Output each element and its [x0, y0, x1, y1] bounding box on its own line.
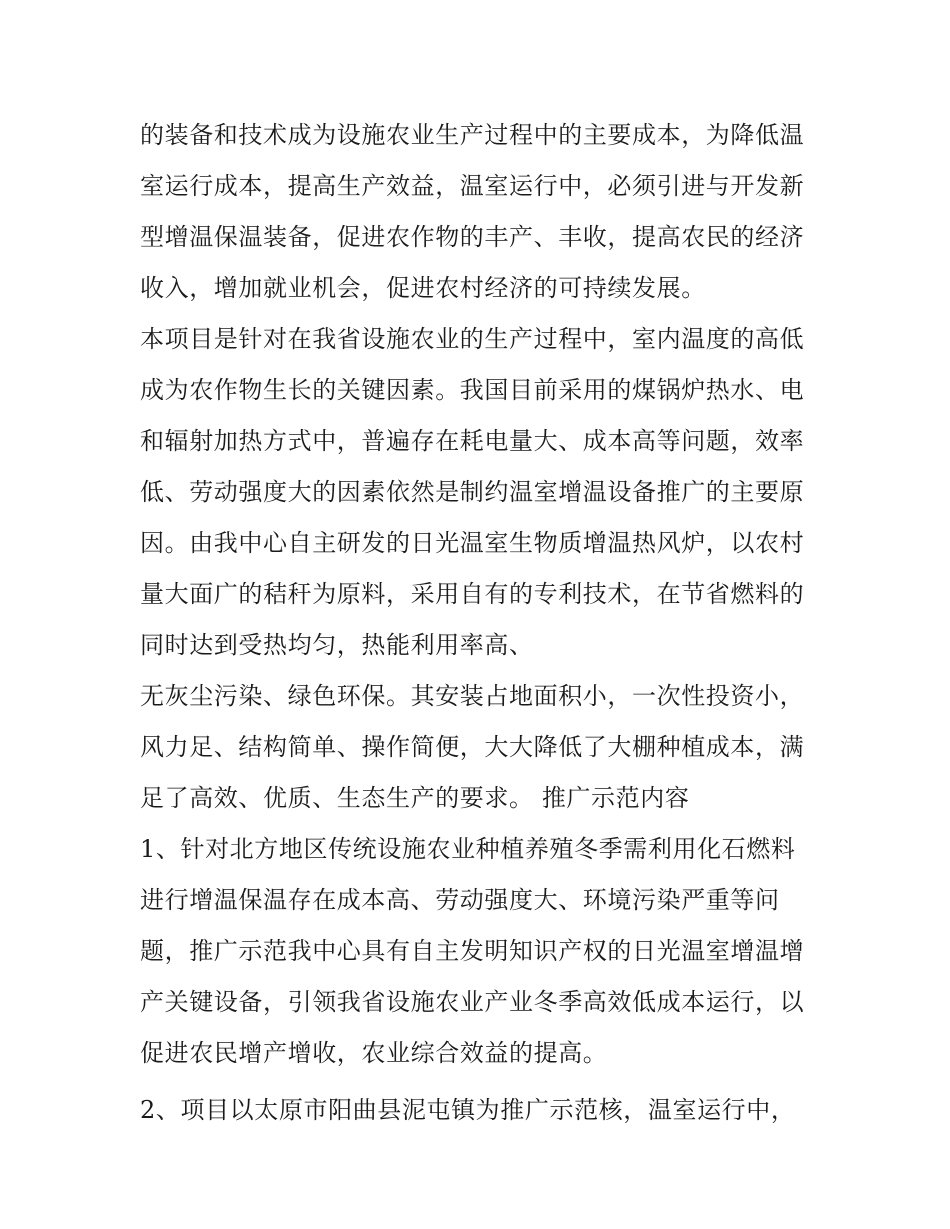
text-line: 同时达到受热均匀，热能利用率高、 [140, 631, 534, 659]
text-line: 室运行成本，提高生产效益，温室运行中，必须引进与开发新 [140, 172, 805, 200]
text-line: 产关键设备，引领我省设施农业产业冬季高效低成本运行，以 [140, 988, 805, 1016]
text-line: 量大面广的秸秆为原料，采用自有的专利技术，在节省燃料的 [140, 580, 805, 608]
text-line: 的装备和技术成为设施农业生产过程中的主要成本，为降低温 [140, 121, 805, 149]
text-line: 型增温保温装备，促进农作物的丰产、丰收，提高农民的经济 [140, 223, 805, 251]
text-line: 成为农作物生长的关键因素。我国目前采用的煤锅炉热水、电 [140, 376, 805, 404]
text-line: 2、项目以太原市阳曲县泥屯镇为推广示范核，温室运行中， [140, 1096, 796, 1124]
text-line: 低、劳动强度大的因素依然是制约温室增温设备推广的主要原 [140, 478, 805, 506]
text-line: 无灰尘污染、绿色环保。其安装占地面积小，一次性投资小， [140, 682, 805, 710]
text-line: 足了高效、优质、生态生产的要求。 推广示范内容 [140, 784, 690, 812]
text-line: 收入，增加就业机会，促进农村经济的可持续发展。 [140, 274, 706, 302]
text-line: 促进农民增产增收，农业综合效益的提高。 [140, 1039, 608, 1067]
text-line: 进行增温保温存在成本高、劳动强度大、环境污染严重等问 [140, 886, 780, 914]
text-line: 本项目是针对在我省设施农业的生产过程中，室内温度的高低 [140, 325, 805, 353]
document-body [140, 110, 830, 1136]
text-line: 和辐射加热方式中，普遍存在耗电量大、成本高等问题，效率 [140, 427, 805, 455]
text-line: 1、针对北方地区传统设施农业种植养殖冬季需利用化石燃料 [140, 835, 796, 863]
text-line: 风力足、结构简单、操作简便，大大降低了大棚种植成本，满 [140, 733, 805, 761]
text-line: 题，推广示范我中心具有自主发明知识产权的日光温室增温增 [140, 937, 805, 965]
text-line: 因。由我中心自主研发的日光温室生物质增温热风炉，以农村 [140, 529, 805, 557]
